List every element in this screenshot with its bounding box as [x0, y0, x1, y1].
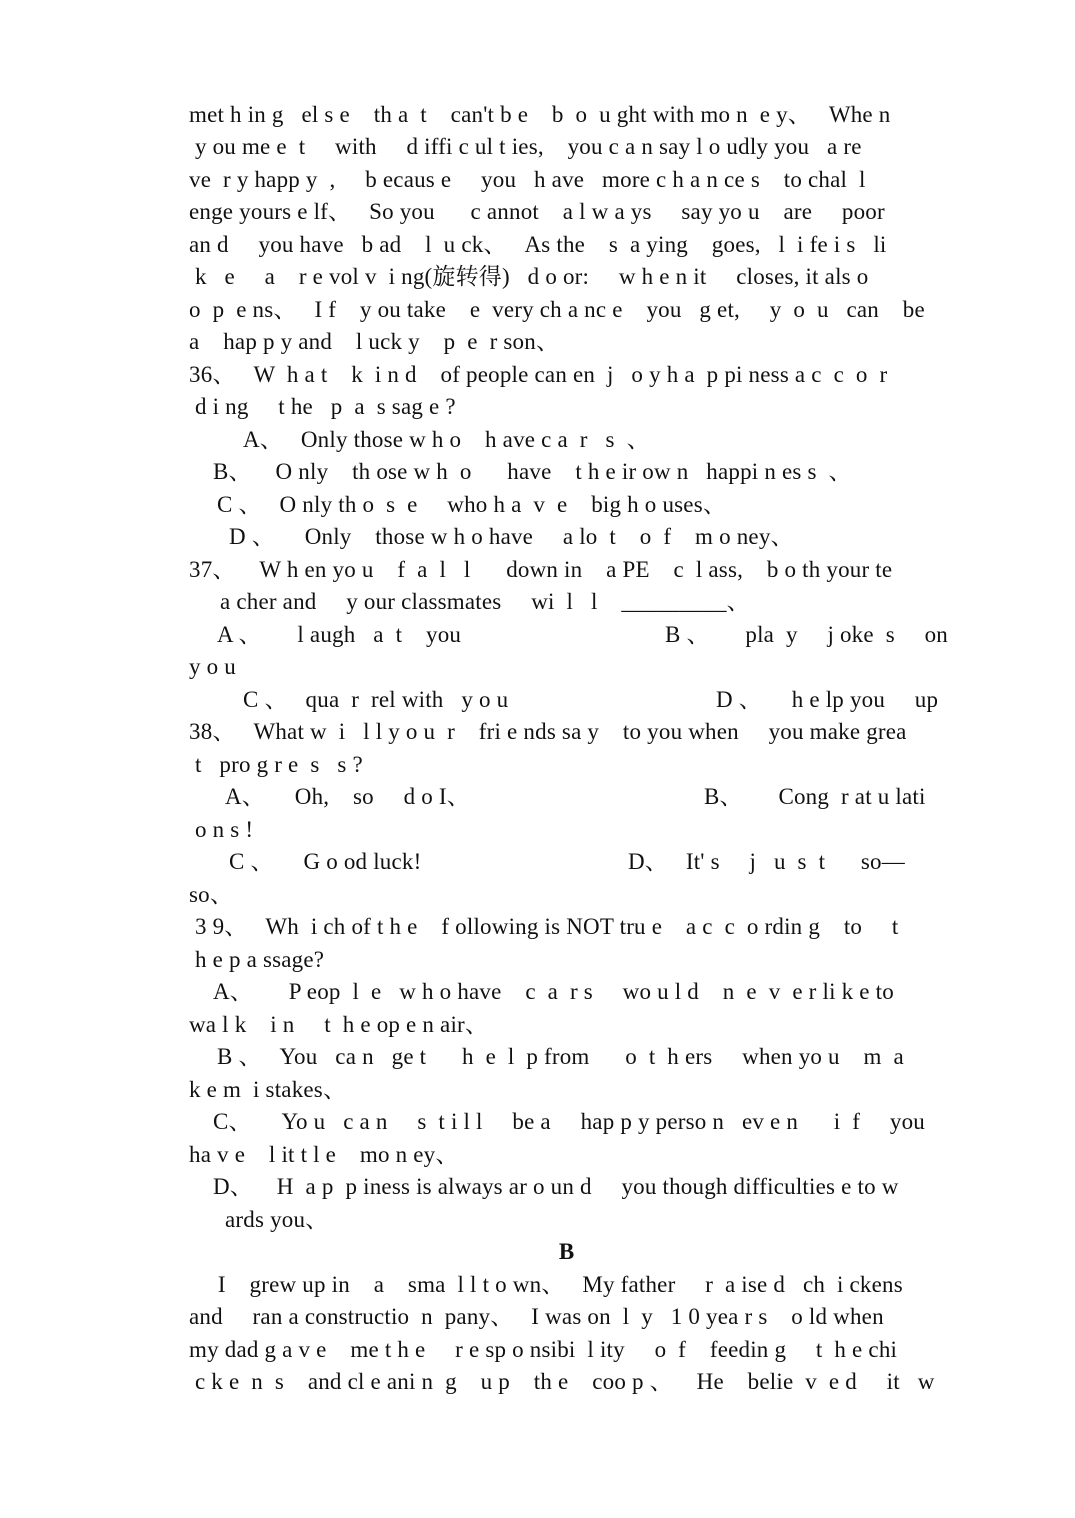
q39-stem-line-1: 3 9、 Wh i ch of t h e f ollowing is NOT tru e a c c o rdin g to t [189, 914, 899, 939]
passage-a-line-3: ve r y happ y , b ecaus e you h ave more c h a n ce s to chal l [189, 167, 866, 192]
q39-option-c-line-2: ha v e l it t l e mo n ey、 [189, 1142, 459, 1167]
passage-a-line-6: k e a r e vol v i ng(旋转得) d o or: w h e n it closes, it als o [189, 264, 869, 289]
q36-option-a: A、 Only those w h o h ave c a r s 、 [243, 427, 650, 452]
q37-option-a: A 、 l augh a t you [217, 622, 462, 647]
q36-stem-line-1: 36、 W h a t k i n d of people can en j o y h a p pi ness a c c o r [189, 362, 888, 387]
passage-a-line-7: o p e ns、 I f y ou take e very ch a nc e you g et, y o u can be [189, 297, 925, 322]
q38-option-a: A、 Oh, so d o I、 [225, 784, 470, 809]
passage-a-line-8: a hap p y and l uck y p e r son、 [189, 329, 560, 354]
q38-option-b: B、 Cong r at u lati [704, 784, 926, 809]
q38-option-d: D、 It' s j u s t so— [628, 849, 905, 874]
q36-option-d: D 、 Only those w h o have a lo t o f m o ney、 [229, 524, 794, 549]
q39-option-a-line-2: wa l k i n t h e op e n air、 [189, 1012, 489, 1037]
section-b-line-1: I grew up in a sma l l t o wn、 My father r a ise d ch i ckens [206, 1272, 903, 1297]
q36-option-c: C 、 O nly th o s e who h a v e big h o uses、 [217, 492, 727, 517]
passage-a-line-5: an d you have b ad l u ck、 As the s a ying goes, l i fe i s li [189, 232, 887, 257]
section-b-line-4: c k e n s and cl e ani n g u p th e coo p 、 He belie v e d it w [189, 1369, 935, 1394]
q37-option-b: B 、 pla y j oke s on [665, 622, 948, 647]
q39-option-c-line-1: C、 Yo u c a n s t i l l be a hap p y perso n ev e n i f you [213, 1109, 925, 1134]
q39-option-a-line-1: A、 P eop l e w h o have c a r s wo u l d n e v e r li k e to [213, 979, 894, 1004]
q37-option-c: C 、 qua r rel with y o u [243, 687, 509, 712]
q37-stem-line-2: a cher and y our classmates wi l l _________、 [220, 589, 750, 614]
q39-stem-line-2: h e p a ssage? [189, 947, 325, 972]
q38-option-d-wrap: so、 [189, 882, 234, 907]
q37-option-b-wrap: y o u [189, 654, 236, 679]
q39-option-d-line-1: D、 H a p p iness is always ar o un d you though difficulties e to w [213, 1174, 899, 1199]
q37-option-d: D 、 h e lp you up [716, 687, 939, 712]
section-b-line-3: my dad g a v e me t h e r e sp o nsibi l ity o f feedin g t h e chi [189, 1337, 898, 1362]
q38-option-c: C 、 G o od luck! [229, 849, 422, 874]
section-b-heading: B [558, 1239, 575, 1264]
q39-option-b-line-1: B 、 You ca n ge t h e l p from o t h ers when yo u m a [217, 1044, 904, 1069]
q37-stem-line-1: 37、 W h en yo u f a l l down in a PE c l ass, b o th your te [189, 557, 893, 582]
q39-option-d-line-2: ards you、 [225, 1207, 329, 1232]
passage-a-line-1: met h in g el s e th a t can't b e b o u ght with mo n e y、 Whe n [189, 102, 891, 127]
q39-option-b-line-2: k e m i stakes、 [189, 1077, 347, 1102]
passage-a-line-4: enge yours e lf、 So you c annot a l w a ys say yo u are poor [189, 199, 885, 224]
q38-stem-line-1: 38、 What w i l l y o u r fri e nds sa y to you when you make grea [189, 719, 907, 744]
section-b-line-2: and ran a constructio n pany、 I was on l y 1 0 yea r s o ld when [189, 1304, 884, 1329]
q38-stem-line-2: t pro g r e s s ? [189, 752, 363, 777]
q36-option-b: B、 O nly th ose w h o have t h e ir ow n happi n es s 、 [213, 459, 852, 484]
passage-a-line-2: y ou me e t with d iffi c ul t ies, you c a n say l o udly you a re [189, 134, 862, 159]
q36-stem-line-2: d i ng t he p a s sag e ? [189, 394, 456, 419]
q38-option-b-wrap: o n s ! [189, 817, 254, 842]
